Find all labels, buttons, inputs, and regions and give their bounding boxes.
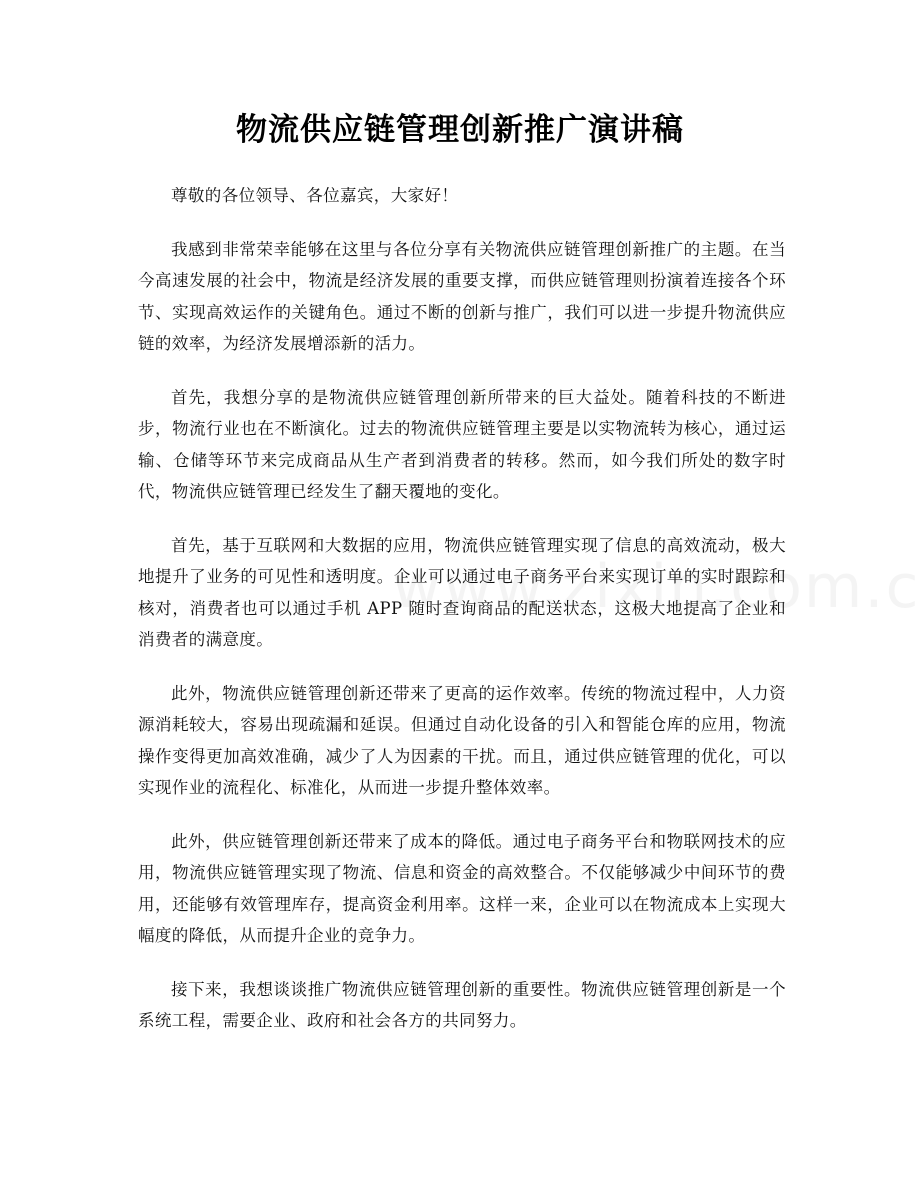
cost-reduction-paragraph: 此外，供应链管理创新还带来了成本的降低。通过电子商务平台和物联网技术的应用，物流供应链管理实现了物流、信息和资金的高效整合。不仅能够减少中间环节的费用，还能够有效管理库存，提高资金利用率。这样一来，企业可以在物流成本上实现大幅度的降低，从而提升企业的竞争力。 xyxy=(138,831,786,945)
information-flow-paragraph: 首先，基于互联网和大数据的应用，物流供应链管理实现了信息的高效流动，极大地提升了业务的可见性和透明度。企业可以通过电子商务平台来实现订单的实时跟踪和核对，消费者也可以通过手机 APP 随时查询商品的配送状态，这极大地提高了企业和消费者的满意度。 xyxy=(138,535,786,649)
efficiency-paragraph: 此外，物流供应链管理创新还带来了更高的运作效率。传统的物流过程中，人力资源消耗较大，容易出现疏漏和延误。但通过自动化设备的引入和智能仓库的应用，物流操作变得更加高效准确，减少了人为因素的干扰。而且，通过供应链管理的优化，可以实现作业的流程化、标准化，从而进一步提升整体效率。 xyxy=(138,683,786,797)
intro-paragraph: 我感到非常荣幸能够在这里与各位分享有关物流供应链管理创新推广的主题。在当今高速发展的社会中，物流是经济发展的重要支撑，而供应链管理则扮演着连接各个环节、实现高效运作的关键角色。通过不断的创新与推广，我们可以进一步提升物流供应链的效率，为经济发展增添新的活力。 xyxy=(138,239,786,353)
document-body xyxy=(138,180,786,1059)
document-title: 物流供应链管理创新推广演讲稿 xyxy=(236,112,684,148)
greeting-paragraph: 尊敬的各位领导、各位嘉宾，大家好！ xyxy=(171,186,459,205)
promotion-importance-paragraph: 接下来，我想谈谈推广物流供应链管理创新的重要性。物流供应链管理创新是一个系统工程，需要企业、政府和社会各方的共同努力。 xyxy=(138,979,786,1030)
benefits-paragraph: 首先，我想分享的是物流供应链管理创新所带来的巨大益处。随着科技的不断进步，物流行业也在不断演化。过去的物流供应链管理主要是以实物流转为核心，通过运输、仓储等环节来完成商品从生产者到消费者的转移。然而，如今我们所处的数字时代，物流供应链管理已经发生了翻天覆地的变化。 xyxy=(138,387,786,501)
